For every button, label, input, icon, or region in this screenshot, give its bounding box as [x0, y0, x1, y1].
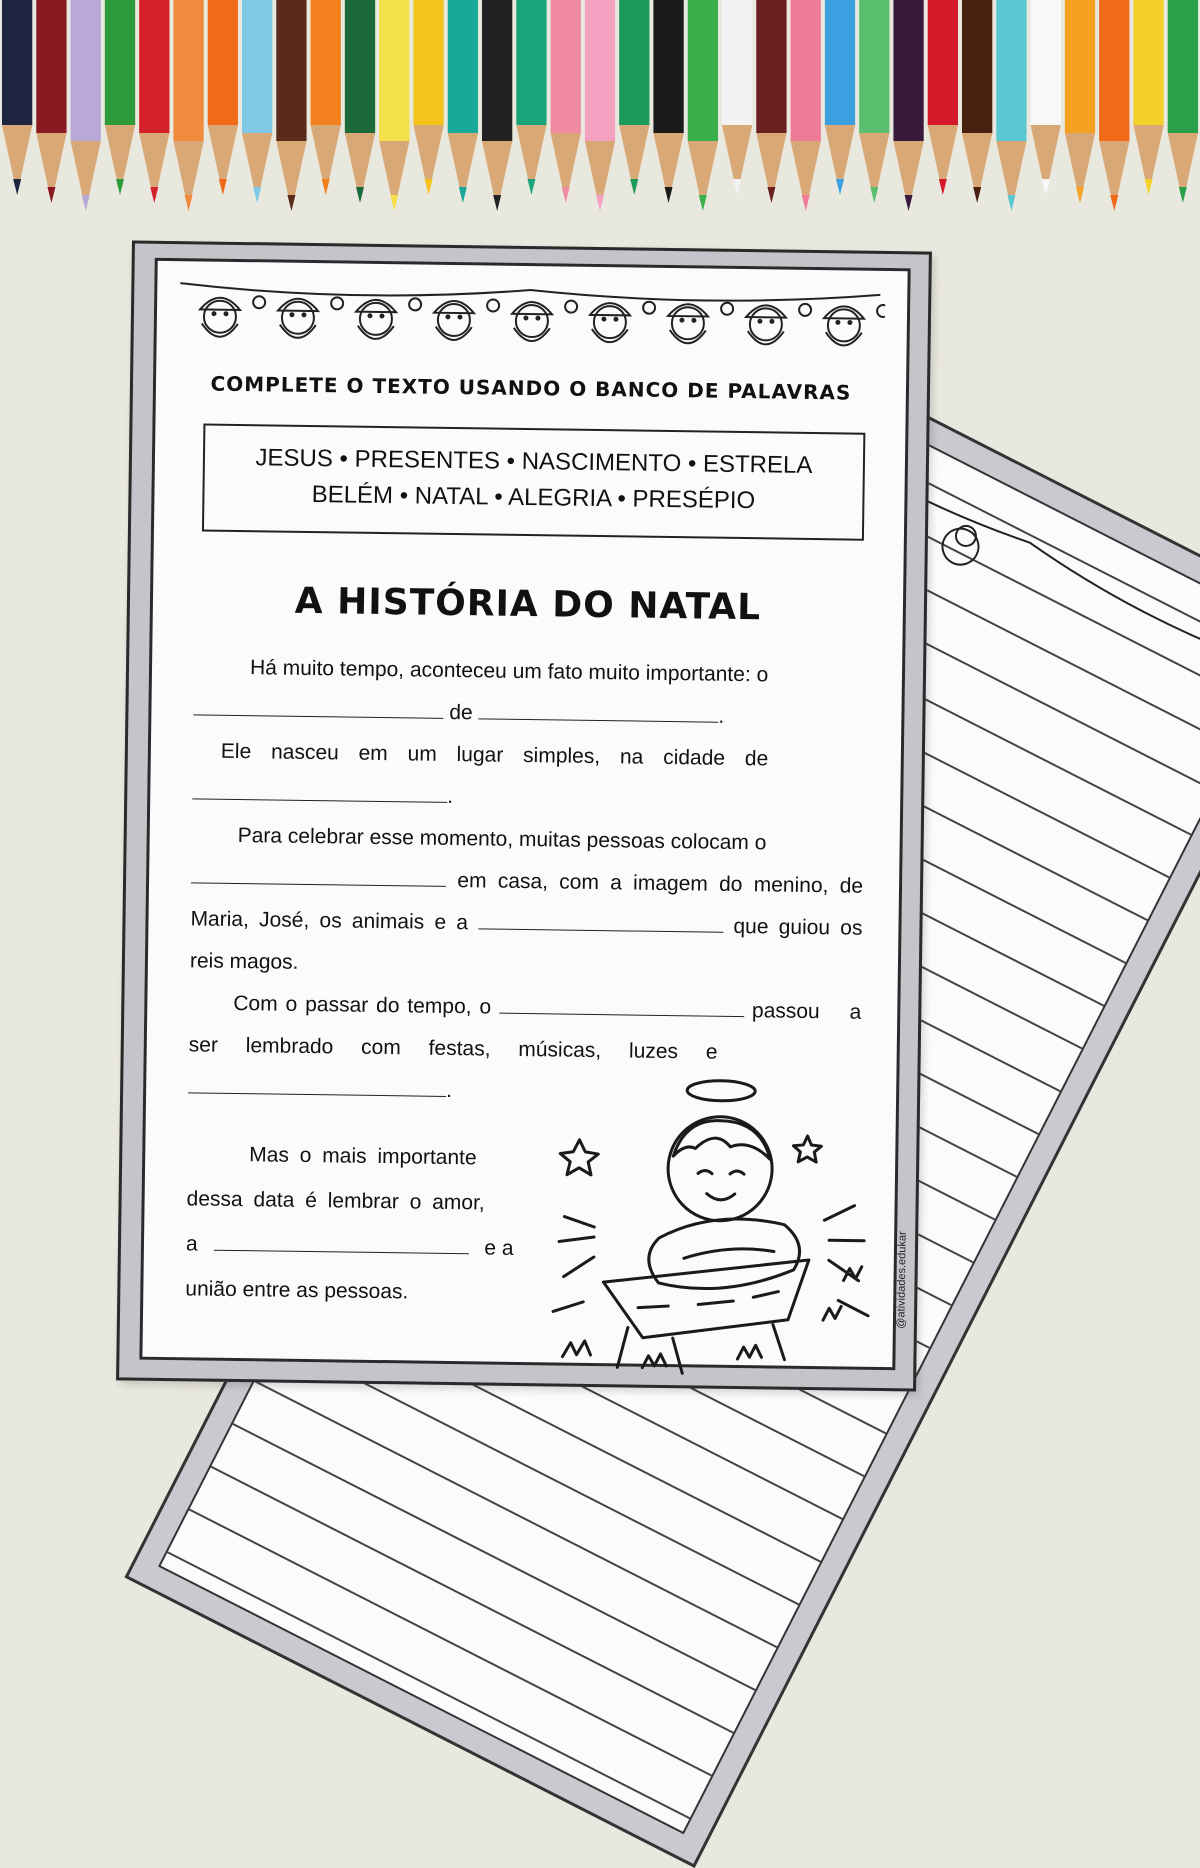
light-bulb-icon	[409, 298, 421, 310]
pencil	[1168, 0, 1198, 203]
pencil	[276, 0, 306, 211]
pencil	[722, 0, 752, 195]
pencil	[379, 0, 409, 211]
credit-handle: @atividades.edukar	[894, 1231, 909, 1329]
santa-garland-icon	[174, 271, 885, 366]
text-segment: Há muito tempo, aconteceu um fato muito importante: o	[249, 656, 769, 687]
answer-blank[interactable]	[478, 910, 723, 932]
text-segment: .	[447, 784, 454, 809]
pencil	[585, 0, 615, 211]
paragraph-2	[192, 730, 865, 823]
text-segment: Mas o mais importante dessa data é lembrar o amor,	[186, 1143, 485, 1215]
light-bulb-icon	[565, 301, 577, 313]
worksheet	[116, 240, 932, 1391]
text-segment: união entre as pessoas.	[185, 1277, 409, 1304]
pencil	[516, 0, 546, 195]
pencil	[139, 0, 169, 203]
answer-blank[interactable]	[499, 995, 744, 1017]
answer-blank[interactable]	[213, 1232, 468, 1255]
pencil	[448, 0, 478, 203]
pencil	[791, 0, 821, 211]
answer-blank[interactable]	[188, 1074, 446, 1097]
answer-blank[interactable]	[478, 700, 718, 722]
text-segment: de	[449, 700, 473, 725]
instruction-heading: COMPLETE O TEXTO USANDO O BANCO DE PALAVRAS	[210, 371, 852, 405]
pencil	[962, 0, 992, 203]
answer-blank[interactable]	[191, 864, 446, 887]
santa-face-icon	[746, 305, 787, 345]
pencil	[173, 0, 203, 211]
pencil	[1065, 0, 1095, 203]
text-segment: em casa, com a imagem do menino, de Maria, José, os animais e a	[190, 869, 864, 935]
light-bulb-icon	[253, 296, 265, 308]
pencil	[345, 0, 375, 203]
pencil	[551, 0, 581, 203]
pencil	[208, 0, 238, 195]
light-bulb-icon	[799, 304, 811, 316]
light-bulb-icon	[643, 302, 655, 314]
text-segment: Com o passar do tempo, o	[233, 991, 492, 1019]
worksheet-paper	[139, 258, 910, 1370]
text-segment: que guiou os reis magos.	[189, 914, 863, 974]
pencil	[688, 0, 718, 211]
pencil	[1133, 0, 1163, 195]
pencil	[36, 0, 66, 203]
paragraph-5	[185, 1131, 527, 1316]
pencil	[996, 0, 1026, 211]
santa-face-icon	[356, 300, 397, 340]
pencil	[2, 0, 32, 195]
santa-face-icon	[590, 303, 631, 343]
text-segment: e a	[484, 1236, 514, 1260]
santa-face-icon	[278, 299, 319, 339]
answer-blank[interactable]	[192, 780, 447, 803]
pencil	[482, 0, 512, 211]
text-segment: Para celebrar esse momento, muitas pessoas colocam o	[237, 824, 767, 855]
text-segment: .	[446, 1078, 453, 1103]
pencil	[928, 0, 958, 195]
text-segment: passou a ser lembrado com festas, músicas, luzes e	[188, 999, 862, 1064]
paragraph-3	[190, 814, 864, 991]
pencil	[825, 0, 855, 195]
text-segment: Ele nasceu em um lugar simples, na cidade de	[220, 739, 769, 771]
paragraph-1	[193, 646, 866, 739]
pencil	[71, 0, 101, 211]
word-bank-box	[202, 423, 865, 540]
pencil	[893, 0, 923, 211]
santa-face-icon	[824, 306, 865, 346]
santa-face-icon	[200, 297, 241, 337]
colored-pencils-row	[0, 0, 1200, 225]
text-segment: .	[718, 704, 725, 728]
pencil	[619, 0, 649, 195]
story-text	[188, 646, 866, 1117]
pencil	[1031, 0, 1061, 195]
santa-face-icon	[512, 302, 553, 342]
pencil	[1099, 0, 1129, 211]
pencil	[242, 0, 272, 203]
answer-blank[interactable]	[193, 696, 443, 718]
pencil	[859, 0, 889, 203]
light-bulb-icon	[721, 303, 733, 315]
pencil	[311, 0, 341, 195]
word-bank-line: BELÉM • NATAL • ALEGRIA • PRESÉPIO	[311, 481, 756, 515]
light-bulb-icon	[487, 299, 499, 311]
santa-face-icon	[434, 301, 475, 341]
santa-face-icon	[668, 304, 709, 344]
word-bank-line: JESUS • PRESENTES • NASCIMENTO • ESTRELA	[255, 444, 813, 479]
page-title: A HISTÓRIA DO NATAL	[294, 580, 762, 629]
text-segment: a	[185, 1232, 198, 1256]
garland-string	[180, 283, 880, 303]
pencil	[413, 0, 443, 195]
pencil	[105, 0, 135, 195]
pencil	[756, 0, 786, 203]
pencil	[653, 0, 683, 203]
light-bulb-icon	[877, 305, 886, 317]
light-bulb-icon	[331, 297, 343, 309]
baby-jesus-manger-illustration	[522, 1066, 896, 1381]
